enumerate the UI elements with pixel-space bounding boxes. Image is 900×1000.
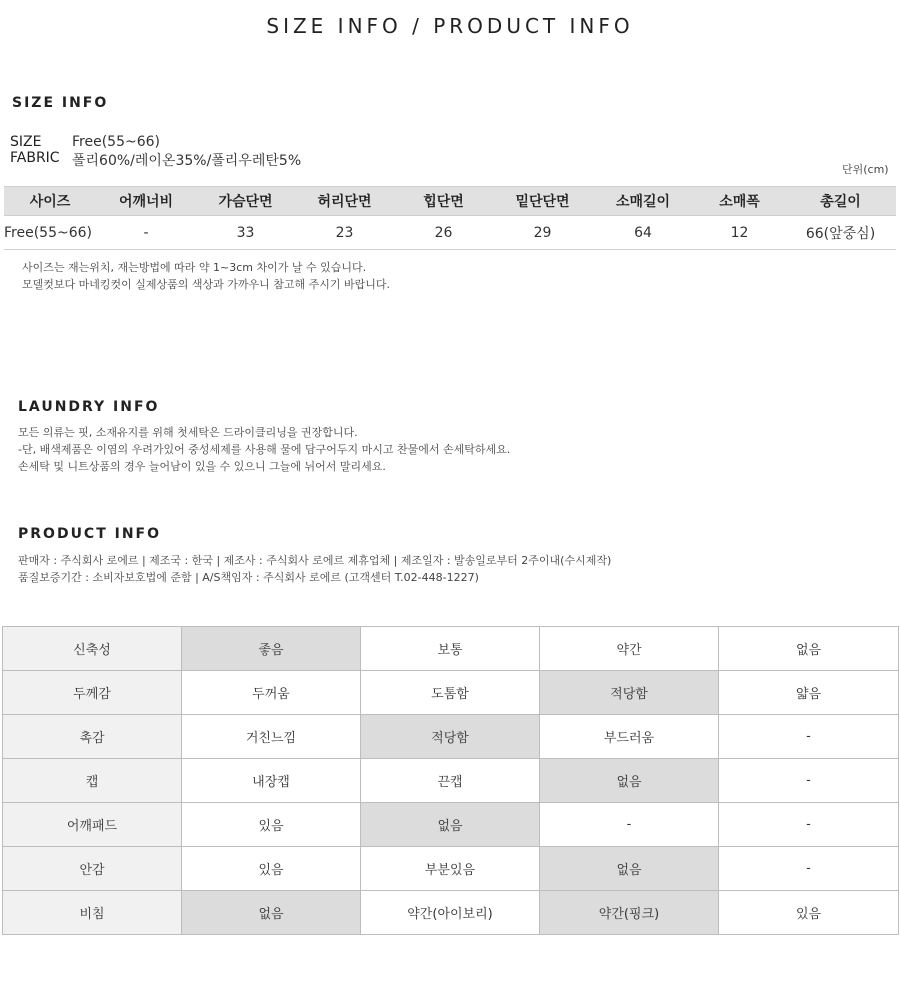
size-table-header-cell: 총길이 <box>785 187 896 216</box>
table-row <box>3 759 899 803</box>
evaluation-option: - <box>719 803 899 847</box>
evaluation-option-selected: 없음 <box>540 759 719 803</box>
evaluation-option: 보통 <box>361 627 540 671</box>
size-table-cell: 26 <box>394 216 493 250</box>
table-row <box>3 715 899 759</box>
evaluation-option-selected: 없음 <box>540 847 719 891</box>
size-table-header-cell: 사이즈 <box>4 187 96 216</box>
evaluation-option: 끈캡 <box>361 759 540 803</box>
evaluation-option: 부분있음 <box>361 847 540 891</box>
size-table-cell: 23 <box>295 216 394 250</box>
evaluation-option: 내장캡 <box>182 759 361 803</box>
evaluation-option: 있음 <box>182 847 361 891</box>
evaluation-option: - <box>719 759 899 803</box>
evaluation-option: 부드러움 <box>540 715 719 759</box>
evaluation-option: 두꺼움 <box>182 671 361 715</box>
evaluation-label: 안감 <box>3 847 182 891</box>
evaluation-option-selected: 없음 <box>361 803 540 847</box>
table-row <box>3 891 899 935</box>
evaluation-option-selected: 약간(핑크) <box>540 891 719 935</box>
product-info-line: 품질보증기간 : 소비자보호법에 준함 | A/S책임자 : 주식회사 로에르 (고객센터 T.02-448-1227) <box>18 571 479 584</box>
evaluation-label: 촉감 <box>3 715 182 759</box>
unit-label: 단위(cm) <box>842 163 889 176</box>
size-table-cell: 12 <box>694 216 785 250</box>
size-table-cell: - <box>96 216 196 250</box>
evaluation-option-selected: 없음 <box>182 891 361 935</box>
size-note: 사이즈는 재는위치, 재는방법에 따라 약 1~3cm 차이가 날 수 있습니다. <box>22 261 367 274</box>
evaluation-option: 거친느낌 <box>182 715 361 759</box>
size-table-cell: 33 <box>196 216 295 250</box>
evaluation-option-selected: 적당함 <box>361 715 540 759</box>
size-table-cell: 29 <box>493 216 592 250</box>
evaluation-option: 없음 <box>719 627 899 671</box>
laundry-info-heading: LAUNDRY INFO <box>18 399 160 415</box>
laundry-line: -단, 배색제품은 이염의 우려가있어 중성세제를 사용해 물에 담구어두지 마시고 찬물에서 손세탁하세요. <box>18 443 511 456</box>
size-table-header-cell: 허리단면 <box>295 187 394 216</box>
table-row <box>3 627 899 671</box>
size-table-header-cell: 가슴단면 <box>196 187 295 216</box>
evaluation-option: 도톰함 <box>361 671 540 715</box>
evaluation-option: 있음 <box>182 803 361 847</box>
evaluation-option: - <box>540 803 719 847</box>
fabric-value: 폴리60%/레이온35%/폴리우레탄5% <box>72 153 302 169</box>
evaluation-option: 얇음 <box>719 671 899 715</box>
product-info-line: 판매자 : 주식회사 로에르 | 제조국 : 한국 | 제조사 : 주식회사 로에르 제휴업체 | 제조일자 : 발송일로부터 2주이내(수시제작) <box>18 554 612 567</box>
size-table <box>4 186 896 250</box>
evaluation-option-selected: 적당함 <box>540 671 719 715</box>
product-info-heading: PRODUCT INFO <box>18 526 162 542</box>
evaluation-option: - <box>719 715 899 759</box>
size-table-header-cell: 소매길이 <box>592 187 694 216</box>
evaluation-label: 비침 <box>3 891 182 935</box>
evaluation-option: - <box>719 847 899 891</box>
table-row <box>3 847 899 891</box>
size-table-header-cell: 어깨너비 <box>96 187 196 216</box>
size-table-header-cell: 소매폭 <box>694 187 785 216</box>
evaluation-label: 캡 <box>3 759 182 803</box>
size-table-cell: Free(55~66) <box>4 216 96 250</box>
size-table-header-cell: 힙단면 <box>394 187 493 216</box>
table-row <box>3 671 899 715</box>
laundry-line: 손세탁 및 니트상품의 경우 늘어남이 있을 수 있으니 그늘에 뉘어서 말리세요. <box>18 460 386 473</box>
table-row <box>3 803 899 847</box>
size-table-cell: 66(앞중심) <box>785 216 896 250</box>
size-value: Free(55~66) <box>72 134 160 150</box>
page-title: SIZE INFO / PRODUCT INFO <box>266 14 634 38</box>
evaluation-option: 약간 <box>540 627 719 671</box>
size-info-heading: SIZE INFO <box>12 95 109 111</box>
product-evaluation-table <box>2 626 899 935</box>
size-table-cell: 64 <box>592 216 694 250</box>
evaluation-option-selected: 좋음 <box>182 627 361 671</box>
size-note: 모델컷보다 마네킹컷이 실제상품의 색상과 가까우니 참고해 주시기 바랍니다. <box>22 278 391 291</box>
fabric-label: FABRIC <box>10 150 60 166</box>
evaluation-label: 어깨패드 <box>3 803 182 847</box>
laundry-line: 모든 의류는 핏, 소재유지를 위해 첫세탁은 드라이클리닝을 권장합니다. <box>18 426 358 439</box>
evaluation-label: 두께감 <box>3 671 182 715</box>
size-table-header <box>4 187 896 216</box>
table-row <box>4 216 896 250</box>
size-table-header-cell: 밑단단면 <box>493 187 592 216</box>
size-label: SIZE <box>10 134 42 150</box>
evaluation-option: 약간(아이보리) <box>361 891 540 935</box>
evaluation-option: 있음 <box>719 891 899 935</box>
evaluation-label: 신축성 <box>3 627 182 671</box>
